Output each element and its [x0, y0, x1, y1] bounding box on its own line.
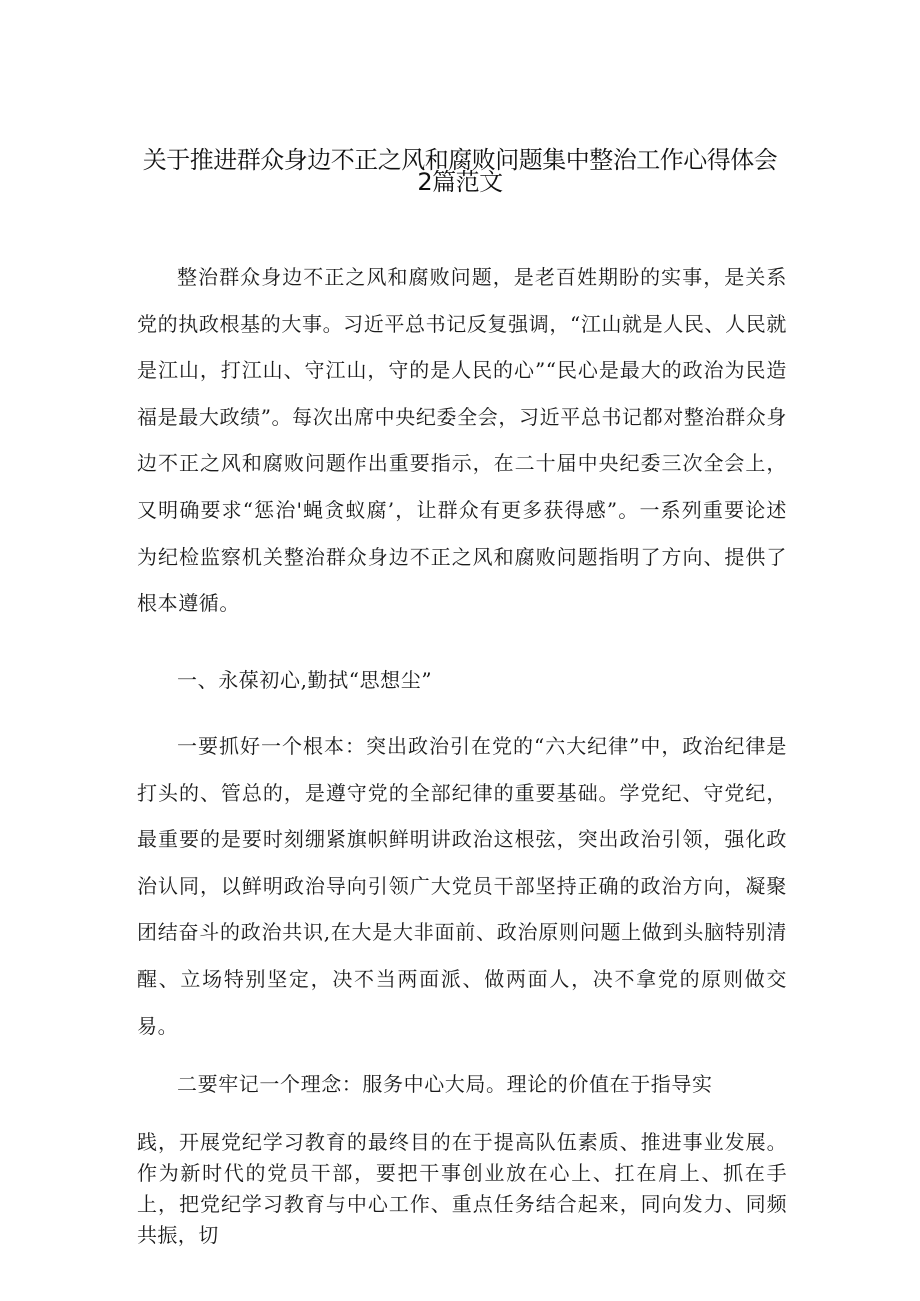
- body-paragraph-2: 二要牢记一个理念：服务中心大局。理论的价值在于指导实: [177, 1072, 713, 1096]
- section-heading-1: 一、永葆初心,勤拭“思想尘”: [177, 668, 433, 692]
- body-paragraph-3: 践，开展党纪学习教育的最终目的在于提高队伍素质、推进事业发展。作为新时代的党员干部，要把干事创业放在心上、扛在肩上、抓在手上，把党纪学习教育与中心工作、重点任务结合起来，同向发力、同频共振，切: [137, 1130, 787, 1247]
- intro-paragraph: 整治群众身边不正之风和腐败问题，是老百姓期盼的实事，是关系党的执政根基的大事。习近平总书记反复强调，“江山就是人民、人民就是江山，打江山、守江山，守的是人民的心”“民心是最大的政治为民造福是最大政绩”。每次出席中央纪委全会，习近平总书记都对整治群众身边不正之风和腐败问题作出重要指示，在二十届中央纪委三次全会上，又明确要求“惩治'蝇贪蚁腐’，让群众有更多获得感”。一系列重要论述为纪检监察机关整治群众身边不正之风和腐败问题指明了方向、提供了根本遵循。: [137, 265, 787, 616]
- document-title-line-2: 2篇范文: [417, 168, 503, 196]
- body-paragraph-1: 一要抓好一个根本：突出政治引在党的“六大纪律”中，政治纪律是打头的、管总的，是遵守党的全部纪律的重要基础。学党纪、守党纪，最重要的是要时刻绷紧旗帜鲜明讲政治这根弦，突出政治引领，强化政治认同，以鲜明政治导向引领广大党员干部坚持正确的政治方向，凝聚团结奋斗的政治共识,在大是大非面前、政治原则问题上做到头脑特别清醒、立场特别坚定，决不当两面派、做两面人，决不拿党的原则做交易。: [137, 734, 787, 1038]
- document-title-line-1: 关于推进群众身边不正之风和腐败问题集中整治工作心得体会: [142, 146, 778, 174]
